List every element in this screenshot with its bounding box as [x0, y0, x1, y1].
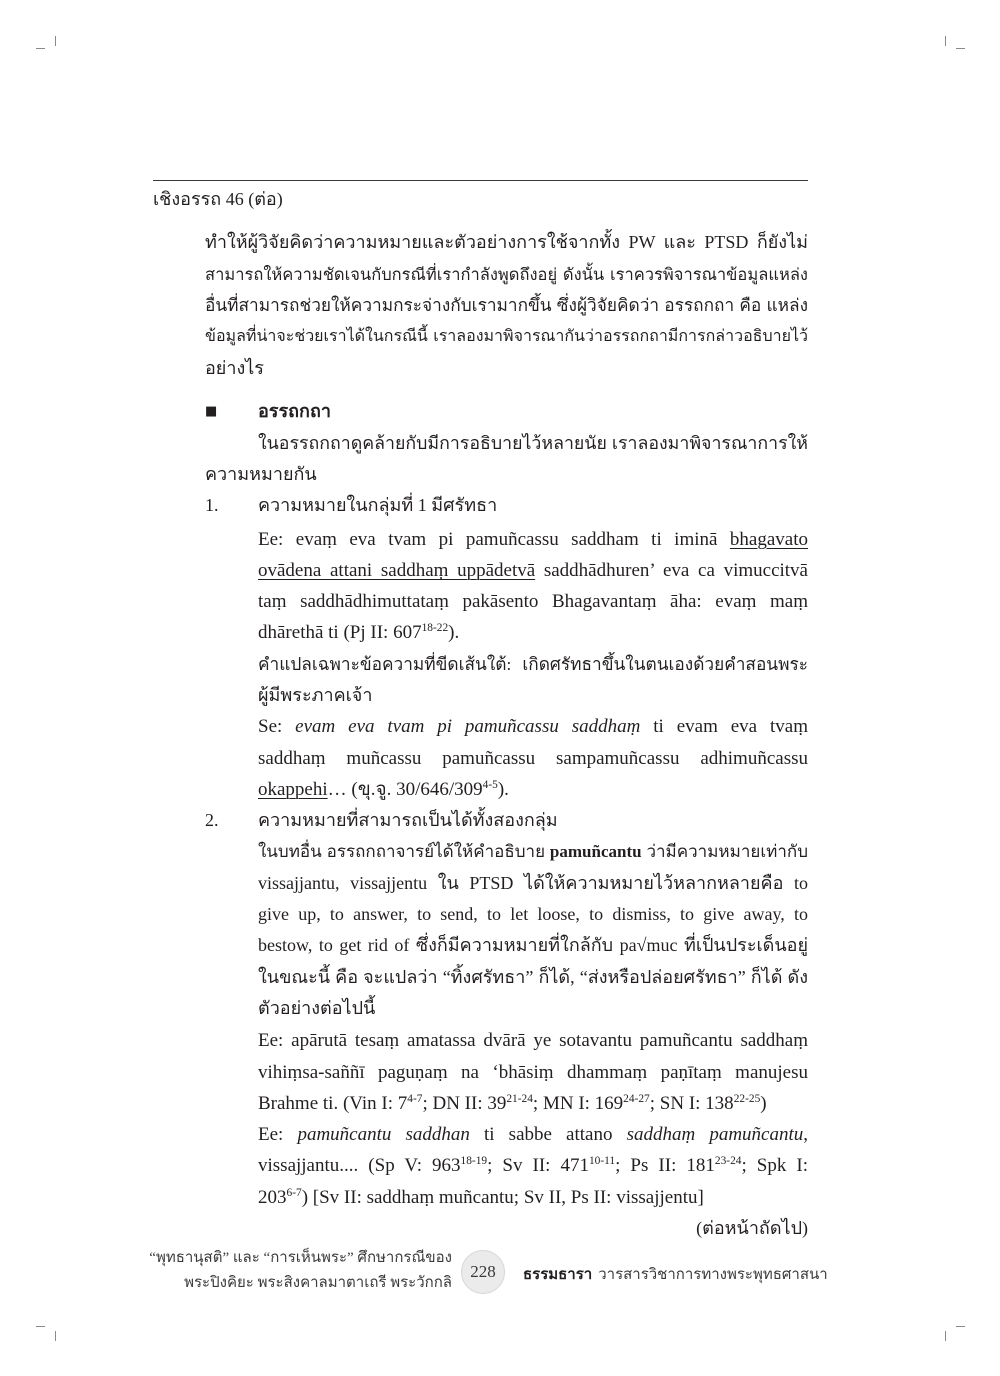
superscript-reference: 18-19: [460, 1155, 488, 1168]
crop-mark: [55, 36, 56, 46]
list-item-heading: ความหมายในกลุ่มที่ 1 มีศรัทธา: [258, 495, 498, 516]
page-number: 228: [470, 1262, 496, 1281]
superscript-reference: 21-24: [506, 1093, 533, 1106]
pali-citation-line: taṃ saddhādhimuttataṃ pakāsento Bhagavantaṃ āha: evaṃ maṃ: [258, 591, 808, 613]
text-run: ; Ps II: 181: [615, 1155, 715, 1177]
running-article-title: [130, 1246, 452, 1296]
section-line: ความหมายกัน: [205, 463, 317, 484]
intro-line: สามารถให้ความชัดเจนกับกรณีที่เรากำลังพูดถึงอยู่ ดังนั้น เราควรพิจารณาข้อมูลแหล่ง: [205, 264, 808, 284]
crop-mark: [956, 48, 965, 49]
explanation-line: [258, 836, 808, 867]
crop-mark: [36, 48, 45, 49]
intro-line: อื่นที่สามารถช่วยให้ความกระจ่างกับเรามากขึ้น ซึ่งผู้วิจัยคิดว่า อรรถกถา คือ แหล่ง: [205, 295, 808, 315]
list-number: 1.: [205, 495, 219, 516]
pali-citation-line: [258, 1150, 808, 1181]
continued-note: (ต่อหน้าถัดไป): [696, 1218, 808, 1239]
list-item-2-heading: [205, 805, 808, 836]
text-run: ; MN I: 169: [532, 1092, 624, 1114]
footnote-separator-rule: [153, 180, 808, 181]
underlined-text: ovādena attani saddhaṃ uppādetvā: [258, 559, 536, 581]
superscript-reference: 24-27: [623, 1093, 650, 1106]
pali-citation-line: [258, 555, 808, 586]
text-run: ว่ามีความหมายเท่ากับ: [641, 842, 808, 862]
list-item-heading: ความหมายที่สามารถเป็นได้ทั้งสองกลุ่ม: [258, 810, 558, 831]
text-run: ).: [448, 622, 460, 644]
section-title: อรรถกถา: [258, 401, 331, 422]
italic-text: saddhaṃ pamuñcantu: [626, 1124, 804, 1146]
superscript-reference: 4-5: [482, 779, 498, 792]
explanation-line: vissajjantu, vissajjentu ใน PTSD ได้ให้ความหมายไว้หลากหลายคือ to: [258, 872, 808, 893]
crop-mark: [36, 1326, 45, 1327]
text-run: ): [760, 1092, 767, 1114]
pali-citation-line: Ee: apārutā tesaṃ amatassa dvārā ye sotavantu pamuñcantu saddhaṃ: [258, 1030, 808, 1052]
section-line: ในอรรถกถาดูคล้ายกับมีการอธิบายไว้หลายนัย เราลองมาพิจารณาการให้: [258, 432, 808, 453]
text-run: ti evam eva tvaṃ: [640, 716, 808, 738]
list-number: 2.: [205, 810, 219, 831]
intro-line: ทำให้ผู้วิจัยคิดว่าความหมายและตัวอย่างการใช้จากทั้ง PW และ PTSD ก็ยังไม่: [205, 232, 808, 253]
text-run: ) [Sv II: saddhaṃ muñcantu; Sv II, Ps II: vissajjentu]: [301, 1186, 704, 1208]
square-bullet-icon: ■: [205, 404, 218, 420]
translation-line: คำแปลเฉพาะข้อความที่ขีดเส้นใต้: เกิดศรัทธาขึ้นในตนเองด้วยคำสอนพระ: [258, 654, 808, 674]
superscript-reference: 23-24: [714, 1155, 742, 1168]
text-run: Brahme ti. (Vin I: 7: [258, 1092, 408, 1114]
pali-citation-line: [258, 1182, 808, 1213]
section-heading: [205, 396, 808, 427]
superscript-reference: 10-11: [588, 1155, 616, 1168]
superscript-reference: 4-7: [407, 1093, 423, 1106]
text-run: … (ขุ.จู. 30/646/309: [327, 778, 483, 800]
superscript-reference: 6-7: [286, 1186, 302, 1199]
pali-citation-line: vihiṃsa-saññī paguṇaṃ na ‘bhāsiṃ dhammaṃ paṇītaṃ manujesu: [258, 1061, 808, 1083]
pali-citation-line: [258, 1119, 808, 1150]
journal-subtitle: วารสารวิชาการทางพระพุทธศาสนา: [598, 1266, 828, 1283]
intro-line: อย่างไร: [205, 357, 264, 378]
page-number-badge: [461, 1250, 505, 1294]
text-run: ).: [497, 778, 509, 800]
bold-term: pamuñcantu: [549, 842, 642, 862]
pali-citation-line: [258, 524, 808, 555]
explanation-line: ตัวอย่างต่อไปนี้: [258, 997, 376, 1018]
explanation-line: give up, to answer, to send, to let loose, to dismiss, to give away, to: [258, 904, 808, 925]
footnote-label: เชิงอรรถ 46 (ต่อ): [153, 189, 283, 209]
text-run: Ee:: [258, 1124, 298, 1146]
crop-mark: [956, 1326, 965, 1327]
intro-line: ข้อมูลที่น่าจะช่วยเราได้ในกรณีนี้ เราลองมาพิจารณากันว่าอรรถกถามีการกล่าวอธิบายไว้: [205, 328, 808, 346]
translation-line: ผู้มีพระภาคเจ้า: [258, 685, 373, 705]
pali-citation-line: [258, 1088, 808, 1119]
text-run: dhārethā ti (Pj II: 607: [258, 622, 422, 644]
pali-citation-line: [258, 617, 808, 648]
text-run: ,: [803, 1124, 809, 1146]
journal-running-head: [523, 1263, 828, 1288]
italic-text: evam eva tvam pi pamuñcassu saddhaṃ: [295, 716, 641, 738]
text-run: vissajjantu.... (Sp V: 963: [258, 1155, 461, 1177]
italic-text: pamuñcantu saddhan: [297, 1124, 470, 1146]
pali-citation-line: [258, 711, 808, 742]
text-run: Ee: evaṃ eva tvam pi pamuñcassu saddham ti iminā: [258, 528, 730, 550]
text-run: Se:: [258, 716, 296, 738]
text-run: 203: [258, 1186, 287, 1208]
journal-name: ธรรมธารา: [523, 1266, 593, 1283]
superscript-reference: 22-25: [733, 1093, 761, 1106]
text-run: ; Spk I:: [741, 1155, 808, 1177]
text-run: ; Sv II: 471: [487, 1155, 589, 1177]
explanation-line: ในขณะนี้ คือ จะแปลว่า “ทิ้งศรัทธา” ก็ได้, “ส่งหรือปล่อยศรัทธา” ก็ได้ ดัง: [258, 966, 808, 987]
text-run: ในบทอื่น อรรถกถาจารย์ได้ให้คำอธิบาย: [258, 842, 550, 862]
footnote-body: [205, 227, 808, 1244]
underlined-text: okappehi: [258, 778, 328, 800]
running-title-line: “พุทธานุสติ” และ “การเห็นพระ” ศึกษากรณีของ: [149, 1249, 452, 1266]
explanation-line: bestow, to get rid of ซึ่งก็มีความหมายที่ใกล้กับ pa√muc ที่เป็นประเด็นอยู่: [258, 935, 808, 956]
text-run: saddhādhuren’ eva ca vimuccitvā: [535, 559, 808, 581]
text-run: ti sabbe attano: [469, 1124, 627, 1146]
running-title-line: พระปิงคิยะ พระสิงคาลมาตาเถรี พระวักกลิ: [184, 1274, 452, 1291]
pali-citation-line: saddhaṃ muñcassu pamuñcassu sampamuñcassu adhimuñcassu: [258, 747, 808, 769]
crop-mark: [945, 36, 946, 46]
crop-mark: [55, 1331, 56, 1341]
superscript-reference: 18-22: [421, 622, 449, 635]
underlined-text: bhagavato: [729, 528, 808, 550]
list-item-1-heading: [205, 490, 808, 521]
text-run: ; SN I: 138: [649, 1092, 734, 1114]
pali-citation-line: [258, 774, 808, 805]
crop-mark: [945, 1331, 946, 1341]
text-run: ; DN II: 39: [422, 1092, 507, 1114]
